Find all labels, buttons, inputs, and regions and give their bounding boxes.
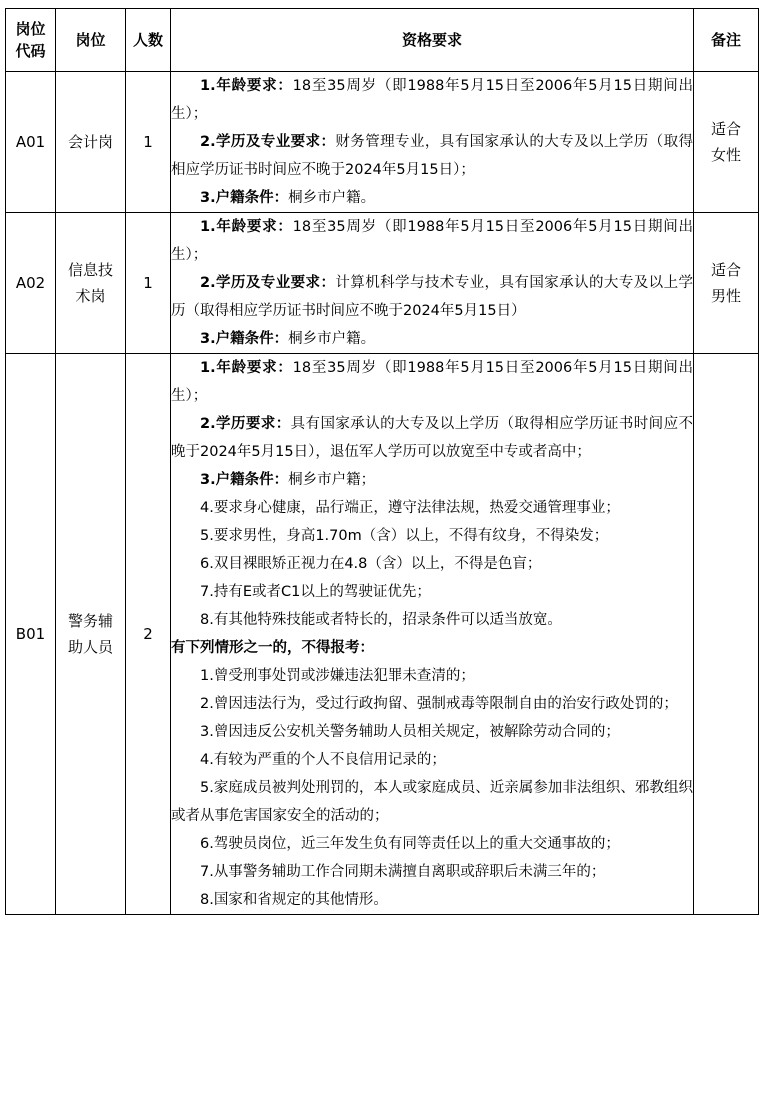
row-count: 1: [126, 213, 171, 354]
row-code: A01: [6, 72, 56, 213]
row-code: A02: [6, 213, 56, 354]
exclusion-item: 2.曾因违法行为，受过行政拘留、强制戒毒等限制自由的治安行政处罚的；: [200, 696, 678, 712]
requirement-paragraph: 2.学历及专业要求：计算机科学与技术专业，具有国家承认的大专及以上学历（取得相应学历证书时间应不晚于2024年5月15日）: [171, 275, 693, 319]
requirement-paragraph: 5.要求男性，身高1.70m（含）以上，不得有纹身，不得染发；: [200, 528, 609, 544]
header-note: 备注: [694, 9, 759, 72]
header-requirements: 资格要求: [171, 9, 694, 72]
header-position: 岗位: [56, 9, 126, 72]
row-requirements: [171, 354, 694, 915]
table-row: [6, 354, 759, 915]
row-count: 2: [126, 354, 171, 915]
requirement-paragraph: 1.年龄要求：18至35周岁（即1988年5月15日至2006年5月15日期间出生）；: [171, 360, 693, 404]
row-note: 适合女性: [694, 72, 759, 213]
exclusion-item: 6.驾驶员岗位，近三年发生负有同等责任以上的重大交通事故的；: [200, 836, 620, 852]
job-positions-table: [5, 8, 759, 915]
row-position: 会计岗: [56, 72, 126, 213]
exclusion-item: 4.有较为严重的个人不良信用记录的；: [200, 752, 446, 768]
requirement-paragraph: 1.年龄要求：18至35周岁（即1988年5月15日至2006年5月15日期间出生）；: [171, 78, 693, 122]
requirement-paragraph: 3.户籍条件：桐乡市户籍；: [200, 472, 376, 488]
row-requirements: [171, 213, 694, 354]
table-row: [6, 213, 759, 354]
header-code: 岗位代码: [6, 9, 56, 72]
exclusion-item: 7.从事警务辅助工作合同期未满擅自离职或辞职后未满三年的；: [200, 864, 606, 880]
requirement-paragraph: 2.学历要求：具有国家承认的大专及以上学历（取得相应学历证书时间应不晚于2024年5月15日），退伍军人学历可以放宽至中专或者高中；: [171, 416, 694, 460]
requirement-paragraph: 7.持有E或者C1以上的驾驶证优先；: [200, 584, 431, 600]
requirement-paragraph: 3.户籍条件：桐乡市户籍。: [200, 331, 376, 347]
table-header-row: [6, 9, 759, 72]
requirement-paragraph: 6.双目裸眼矫正视力在4.8（含）以上，不得是色盲；: [200, 556, 542, 572]
exclusion-title: 有下列情形之一的，不得报考：: [171, 640, 374, 656]
exclusion-item: 1.曾受刑事处罚或涉嫌违法犯罪未查清的；: [200, 668, 475, 684]
exclusion-item: 5.家庭成员被判处刑罚的，本人或家庭成员、近亲属参加非法组织、邪教组织或者从事危害国家安全的活动的；: [171, 780, 693, 824]
table-row: [6, 72, 759, 213]
row-position: 信息技术岗: [56, 213, 126, 354]
requirement-paragraph: 4.要求身心健康，品行端正，遵守法律法规，热爱交通管理事业；: [200, 500, 620, 516]
requirement-paragraph: 1.年龄要求：18至35周岁（即1988年5月15日至2006年5月15日期间出生）；: [171, 219, 693, 263]
exclusion-item: 8.国家和省规定的其他情形。: [200, 892, 388, 908]
header-count: 人数: [126, 9, 171, 72]
exclusion-item: 3.曾因违反公安机关警务辅助人员相关规定，被解除劳动合同的；: [200, 724, 620, 740]
row-requirements: [171, 72, 694, 213]
requirement-paragraph: 3.户籍条件：桐乡市户籍。: [200, 190, 376, 206]
row-note: [694, 354, 759, 915]
row-count: 1: [126, 72, 171, 213]
row-code: B01: [6, 354, 56, 915]
row-position: 警务辅助人员: [56, 354, 126, 915]
requirement-paragraph: 8.有其他特殊技能或者特长的，招录条件可以适当放宽。: [200, 612, 562, 628]
row-note: 适合男性: [694, 213, 759, 354]
requirement-paragraph: 2.学历及专业要求：财务管理专业，具有国家承认的大专及以上学历（取得相应学历证书时间应不晚于2024年5月15日）；: [171, 134, 693, 178]
